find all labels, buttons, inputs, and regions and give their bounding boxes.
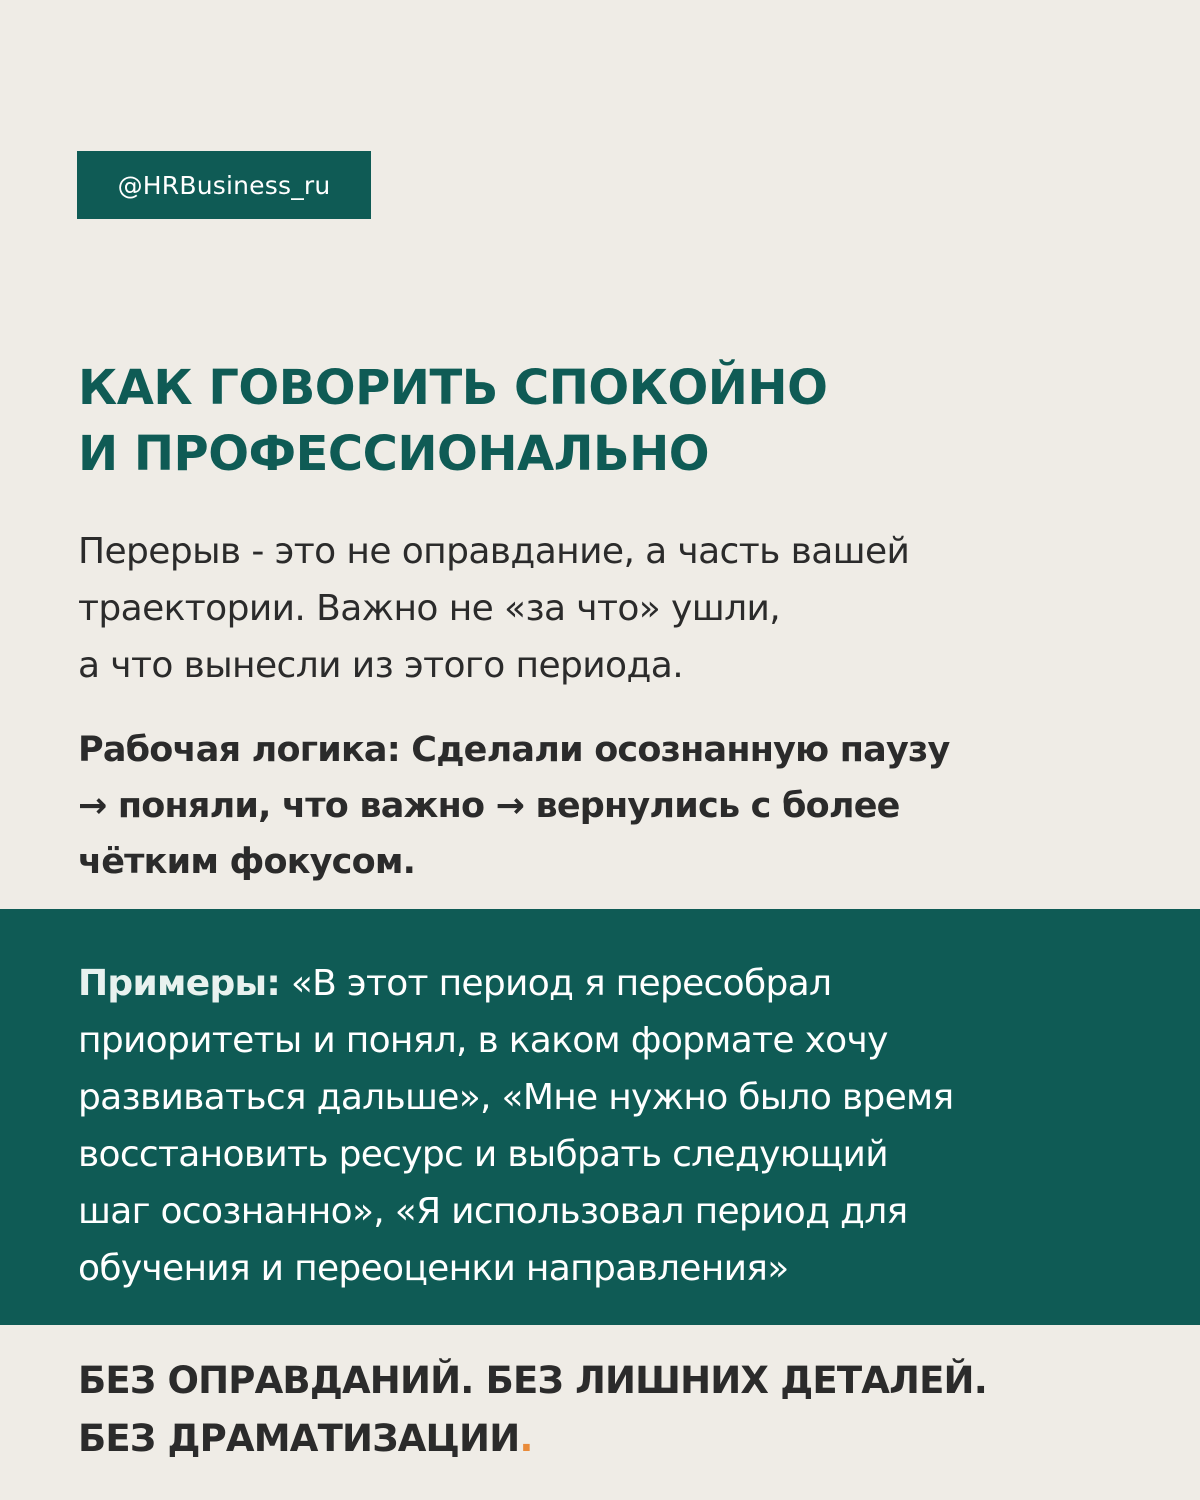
intro-line-3: а что вынесли из этого периода. <box>78 645 684 686</box>
title-line-1: КАК ГОВОРИТЬ СПОКОЙНО <box>78 360 828 416</box>
examples-first-line-text: «В этот период я пересобрал <box>280 963 832 1004</box>
examples-line-1 <box>78 955 1158 1012</box>
examples-line-2: приоритеты и понял, в каком формате хочу <box>78 1020 888 1061</box>
logic-line-3: чётким фокусом. <box>78 842 416 882</box>
examples-paragraph <box>78 955 1158 1297</box>
closing-line-2-text: БЕЗ ДРАМАТИЗАЦИИ <box>78 1417 520 1460</box>
logic-line-1: Рабочая логика: Сделали осознанную паузу <box>78 730 950 770</box>
closing-statement <box>78 1352 1158 1468</box>
examples-line-4: восстановить ресурс и выбрать следующий <box>78 1134 888 1175</box>
handle-badge <box>77 151 371 219</box>
examples-label: Примеры: <box>78 963 281 1004</box>
examples-line-3: развиваться дальше», «Мне нужно было время <box>78 1077 954 1118</box>
page-title <box>78 355 1138 487</box>
working-logic-paragraph <box>78 722 1138 890</box>
examples-line-6: обучения и переоценки направления» <box>78 1248 789 1289</box>
title-line-2: И ПРОФЕССИОНАЛЬНО <box>78 426 710 482</box>
accent-dot: . <box>519 1417 533 1460</box>
examples-panel <box>0 909 1200 1325</box>
examples-line-5: шаг осознанно», «Я использовал период для <box>78 1191 908 1232</box>
intro-line-2: траектории. Важно не «за что» ушли, <box>78 588 781 629</box>
closing-line-2 <box>78 1410 1158 1468</box>
intro-line-1: Перерыв - это не оправдание, а часть вашей <box>78 531 910 572</box>
closing-line-1: БЕЗ ОПРАВДАНИЙ. БЕЗ ЛИШНИХ ДЕТАЛЕЙ. <box>78 1359 987 1402</box>
logic-line-2: → поняли, что важно → вернулись с более <box>78 786 900 826</box>
handle-text: @HRBusiness_ru <box>117 170 331 200</box>
intro-paragraph <box>78 523 1138 694</box>
